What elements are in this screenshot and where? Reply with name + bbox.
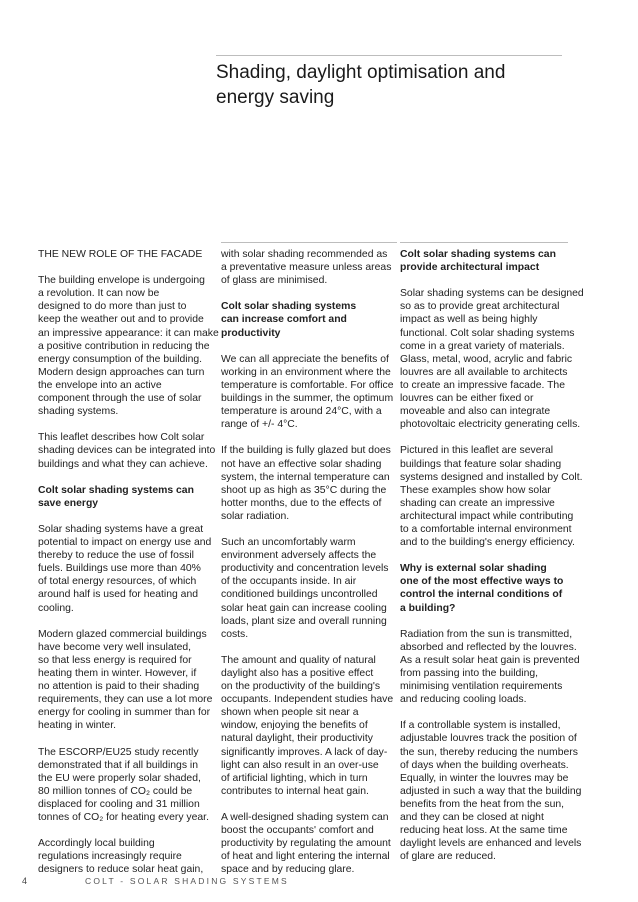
text-line: conditioned buildings uncontrolled <box>221 589 378 601</box>
page-title <box>216 60 576 110</box>
footer-publication-name: COLT - SOLAR SHADING SYSTEMS <box>85 876 289 886</box>
body-paragraph <box>221 654 399 798</box>
text-line: to a comfortable internal environment <box>400 523 572 535</box>
text-line: so that less energy is required for <box>38 654 192 666</box>
body-paragraph <box>400 719 582 863</box>
body-paragraph <box>221 536 399 641</box>
text-line: designed to do more than just to <box>38 301 187 313</box>
text-line: systems designed and installed by Colt. <box>400 471 583 483</box>
text-line: the EU were properly solar shaded, <box>38 772 201 784</box>
text-line: a positive contribution in reducing the <box>38 340 210 352</box>
text-line: Solar shading systems can be designed <box>400 288 584 300</box>
text-line: hotter months, due to the effects of <box>221 497 382 509</box>
text-line: solar heat gain can increase cooling <box>221 602 387 614</box>
text-line: buildings that feature solar shading <box>400 458 562 470</box>
text-line: loads, plant size and overall running <box>221 615 387 627</box>
text-line: Colt solar shading systems <box>221 301 357 313</box>
text-line: of artificial lighting, which in turn <box>221 772 368 784</box>
text-line: control the internal conditions of <box>400 589 563 601</box>
text-line: designers to reduce solar heat gain, <box>38 864 204 876</box>
text-line: If the building is fully glazed but does <box>221 445 391 457</box>
text-line: requirements, they can use a lot more <box>38 694 213 706</box>
section-heading <box>221 300 399 339</box>
text-line: impact as well as being highly <box>400 314 538 326</box>
text-line: the sun, thereby reducing the numbers <box>400 746 578 758</box>
body-paragraph <box>38 431 216 470</box>
text-line: a building? <box>400 602 456 614</box>
text-line: Why is external solar shading <box>400 563 547 575</box>
text-line: system, the internal temperature can <box>221 471 390 483</box>
text-line: thereby to reduce the use of fossil <box>38 550 194 562</box>
body-paragraph <box>221 444 399 523</box>
body-paragraph <box>221 248 399 287</box>
text-line: energy consumption of the building. <box>38 353 203 365</box>
text-line: regulations increasingly require <box>38 851 182 863</box>
text-line: minimising ventilation requirements <box>400 681 563 693</box>
text-line: of total energy resources, of which <box>38 576 197 588</box>
text-line: cooling. <box>38 602 74 614</box>
text-line: the envelope into an active <box>38 379 162 391</box>
text-line: boost the occupants' comfort and <box>221 825 374 837</box>
text-line: 80 million tonnes of CO₂ could be <box>38 785 193 797</box>
text-line: daylight also has a positive effect <box>221 668 374 679</box>
text-column-3 <box>400 248 584 877</box>
text-line: The building envelope is undergoing <box>38 275 205 287</box>
text-column-1 <box>38 248 219 890</box>
text-line: and to the building's energy efficiency. <box>400 537 575 549</box>
text-line: The amount and quality of natural <box>221 654 376 666</box>
body-paragraph <box>400 444 583 549</box>
text-line: architectural impact while contributing <box>400 510 574 522</box>
text-line: of glass are minimised. <box>221 275 328 287</box>
text-line: As a result solar heat gain is prevented <box>400 654 580 666</box>
text-line: shading devices can be integrated into <box>38 445 216 457</box>
text-line: Equally, in winter the louvres may be <box>400 772 569 784</box>
text-line: productivity <box>221 327 281 339</box>
text-line: demonstrated that if all buildings in <box>38 759 198 771</box>
text-line: of the occupants inside. In air <box>221 576 357 588</box>
text-line: environment adversely affects the <box>221 550 377 562</box>
text-line: This leaflet describes how Colt solar <box>38 432 205 444</box>
text-line: potential to impact on energy use and <box>38 537 212 549</box>
text-line: Modern design approaches can turn <box>38 366 205 378</box>
text-line: occupants. Independent studies have <box>221 694 394 706</box>
text-line: no attention is paid to their shading <box>38 681 200 693</box>
text-line: productivity by regulating the amount <box>221 838 391 850</box>
body-paragraph <box>221 811 399 876</box>
text-line: of glare are reduced. <box>400 851 496 863</box>
text-line: come in a great variety of materials. <box>400 340 565 352</box>
text-line: functional. Colt solar shading systems <box>400 327 575 339</box>
text-line: around half is used for heating and <box>38 589 199 601</box>
text-line: Solar shading systems have a great <box>38 523 204 535</box>
text-line: contributes to internal heat gain. <box>221 785 369 797</box>
body-paragraph <box>38 523 216 615</box>
text-line: heating in winter. <box>38 720 116 732</box>
text-line: louvres are all available to architects <box>400 366 568 378</box>
body-paragraph <box>400 628 578 707</box>
text-line: adjustable louvres track the position of <box>400 733 577 745</box>
text-line: a revolution. It can now be <box>38 288 160 300</box>
text-line: space and by reducing glare. <box>221 864 355 876</box>
text-line: adjusted in such a way that the building <box>400 785 582 797</box>
text-line: tonnes of CO₂ for heating every year. <box>38 812 209 824</box>
page-number: 4 <box>22 876 28 886</box>
text-line: temperature is around 24°C, with a <box>221 406 382 418</box>
text-line: heating them in winter. However, if <box>38 668 197 679</box>
text-line: from passing into the building, <box>400 668 539 679</box>
column-3-top-rule <box>400 242 568 243</box>
text-line: shading can create an impressive <box>400 497 555 509</box>
text-line: save energy <box>38 497 99 509</box>
section-heading <box>38 484 216 510</box>
text-line: photovoltaic electricity generating cells. <box>400 419 581 431</box>
section-heading <box>400 562 578 614</box>
text-line: of days when the building overheats. <box>400 759 569 771</box>
text-line: so as to provide great architectural <box>400 301 560 313</box>
text-line: an impressive appearance: it can make <box>38 327 219 339</box>
text-line: We can all appreciate the benefits of <box>221 353 389 365</box>
text-line: a preventative measure unless areas <box>221 262 392 274</box>
text-line: window, enjoying the benefits of <box>221 720 368 732</box>
text-line: shading systems. <box>38 406 119 418</box>
text-line: shown when people sit near a <box>221 707 359 719</box>
text-line: Colt solar shading systems can <box>38 484 194 496</box>
text-line: keep the weather out and to provide <box>38 314 204 326</box>
body-paragraph <box>38 274 219 418</box>
body-paragraph <box>38 837 216 876</box>
column-2-top-rule <box>221 242 397 243</box>
title-top-rule <box>216 55 562 56</box>
text-line: provide architectural impact <box>400 262 540 274</box>
text-line: Pictured in this leaflet are several <box>400 445 554 457</box>
text-line: one of the most effective ways to <box>400 576 564 588</box>
text-line: range of +/- 4°C. <box>221 419 298 431</box>
section-heading <box>400 248 578 274</box>
text-line: The ESCORP/EU25 study recently <box>38 746 199 758</box>
text-line: light can also result in an over-use <box>221 759 379 771</box>
text-line: can increase comfort and <box>221 314 347 326</box>
text-line: displaced for cooling and 31 million <box>38 798 200 810</box>
text-line: working in an environment where the <box>221 366 391 378</box>
body-paragraph <box>221 353 399 432</box>
body-paragraph <box>38 248 216 261</box>
text-line: productivity and concentration levels <box>221 563 389 575</box>
text-line: Radiation from the sun is transmitted, <box>400 628 573 640</box>
text-line: Modern glazed commercial buildings <box>38 628 207 640</box>
text-line: buildings and what they can achieve. <box>38 458 208 470</box>
text-column-2 <box>221 248 399 890</box>
text-line: costs. <box>221 628 249 640</box>
text-line: absorbed and reflected by the louvres. <box>400 641 577 653</box>
text-line: A well-designed shading system can <box>221 812 389 824</box>
text-line: not have an effective solar shading <box>221 458 382 470</box>
text-line: energy for cooling in summer than for <box>38 707 211 719</box>
text-line: and reducing cooling loads. <box>400 694 527 706</box>
page-title-line-2: energy saving <box>216 87 335 108</box>
text-line: Colt solar shading systems can <box>400 249 556 260</box>
text-line: solar radiation. <box>221 510 290 522</box>
text-line: natural daylight, their productivity <box>221 733 373 745</box>
text-line: benefits from the heat from the sun, <box>400 798 565 810</box>
text-line: with solar shading recommended as <box>221 249 388 260</box>
body-paragraph <box>38 746 216 825</box>
text-line: fuels. Buildings use more than 40% <box>38 563 201 575</box>
body-paragraph <box>38 628 216 733</box>
text-line: Such an uncomfortably warm <box>221 537 356 549</box>
text-line: buildings in the summer, the optimum <box>221 393 394 405</box>
text-line: moveable and also can integrate <box>400 406 551 418</box>
text-line: If a controllable system is installed, <box>400 720 561 732</box>
text-line: daylight levels are enhanced and levels <box>400 838 582 850</box>
text-line: Accordingly local building <box>38 838 155 850</box>
text-line: reducing heat loss. At the same time <box>400 825 568 837</box>
text-line: significantly improves. A lack of day- <box>221 746 388 758</box>
text-line: These examples show how solar <box>400 484 551 496</box>
text-line: shoot up as high as 35°C during the <box>221 484 387 496</box>
text-line: of heat and light entering the internal <box>221 851 390 863</box>
text-line: temperature is comfortable. For office <box>221 379 394 391</box>
page-title-line-1: Shading, daylight optimisation and <box>216 62 506 83</box>
text-line: Glass, metal, wood, acrylic and fabric <box>400 353 573 365</box>
text-line: component through the use of solar <box>38 393 202 405</box>
body-paragraph <box>400 287 584 431</box>
text-line: to create an impressive facade. The <box>400 379 565 391</box>
text-line: and they can be closed at night <box>400 812 544 824</box>
text-line: have become very well insulated, <box>38 641 192 653</box>
text-line: louvres can be either fixed or <box>400 393 534 405</box>
text-line: THE NEW ROLE OF THE FACADE <box>38 249 203 260</box>
text-line: on the productivity of the building's <box>221 681 381 693</box>
